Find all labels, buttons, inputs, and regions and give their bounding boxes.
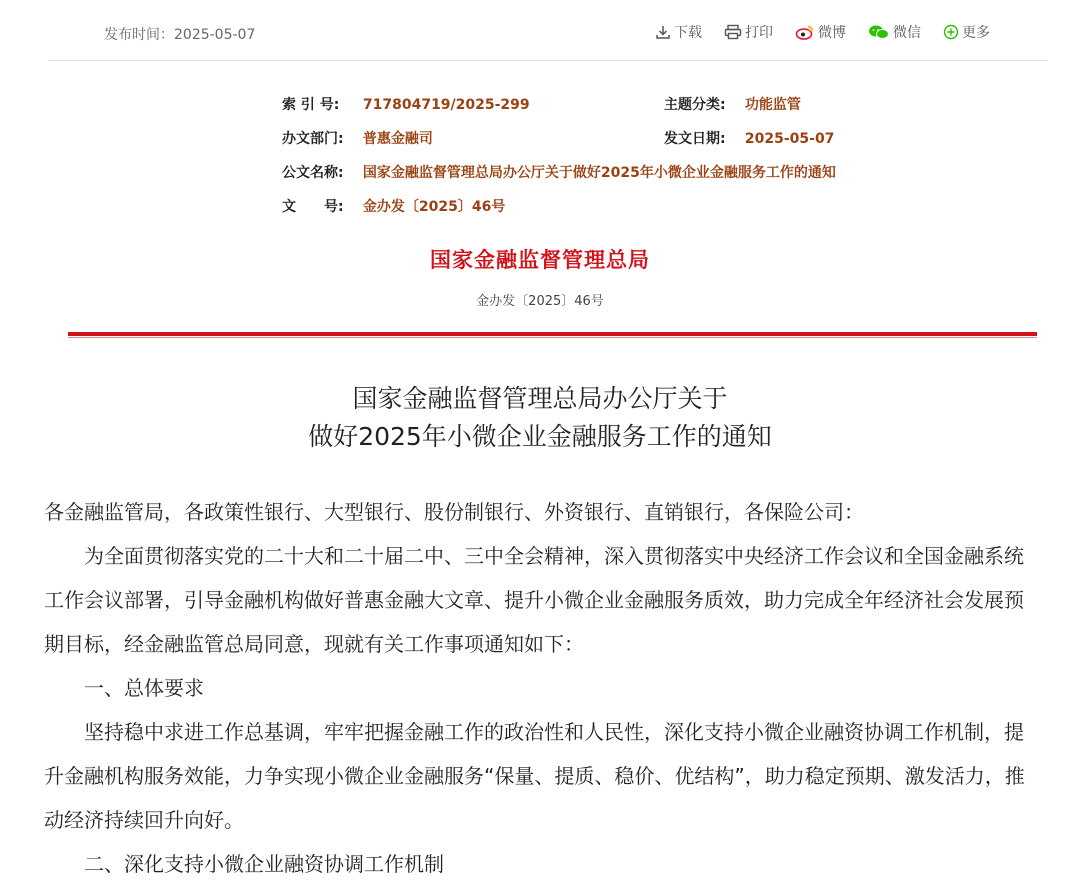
meta-name-label: 公文名称: [282,165,344,181]
meta-topic-value: 功能监管 [744,97,801,113]
plus-circle-icon [943,24,959,40]
weibo-button[interactable] [795,22,846,42]
meta-topic [664,94,801,114]
paragraph-general-requirements: 坚持稳中求进工作总基调，牢牢把握金融工作的政治性和人民性，深化支持小微企业融资协调工作机制，提升金融机构服务效能，力争实现小微企业金融服务“保量、提质、稳价、优结构”，助力稳定预期、激发活力，推动经济持续回升向好。 [44,720,1025,832]
meta-dept-label: 办文部门: [282,131,344,147]
wechat-label: 微信 [893,25,921,41]
more-label: 更多 [962,25,990,41]
publish-date: 发布时间：2025-05-07 [104,27,256,43]
meta-name [282,162,836,182]
weibo-label: 微博 [818,25,846,41]
meta-index [282,94,530,114]
meta-name-value: 国家金融监督管理总局办公厅关于做好2025年小微企业金融服务工作的通知 [362,165,836,181]
weibo-icon [795,24,815,40]
meta-docno-value: 金办发〔2025〕46号 [362,199,506,215]
download-icon [655,24,671,40]
meta-date-label: 发文日期: [664,131,726,147]
meta-topic-label: 主题分类: [664,97,726,113]
top-bar [0,0,1080,62]
red-divider [68,332,1037,336]
meta-index-value: 717804719/2025-299 [362,97,530,113]
download-button[interactable] [655,22,702,42]
print-icon [724,24,742,40]
meta-docno [282,196,505,216]
section-heading-2: 二、深化支持小微企业融资协调工作机制 [84,852,444,876]
document-body [44,490,1034,886]
meta-dept [282,128,433,148]
paragraph-intro: 为全面贯彻落实党的二十大和二十届二中、三中全会精神，深入贯彻落实中央经济工作会议和全国金融系统工作会议部署，引导金融机构做好普惠金融大文章、提升小微企业金融服务质效，助力完成全年经济社会发展预期目标，经金融监管总局同意，现就有关工作事项通知如下： [44,544,1024,656]
document-title [0,380,1080,456]
share-toolbar [655,22,990,42]
print-button[interactable] [724,22,773,42]
title-line-2: 做好2025年小微企业金融服务工作的通知 [308,422,772,451]
meta-date [664,128,834,148]
meta-index-label: 索 引 号: [282,97,340,113]
meta-docno-label: 文 号: [282,199,344,215]
meta-date-value: 2025-05-07 [744,131,835,147]
title-line-1: 国家金融监督管理总局办公厅关于 [352,384,728,413]
red-divider-thin [68,337,1037,338]
recipients: 各金融监管局，各政策性银行、大型银行、股份制银行、外资银行、直销银行，各保险公司： [44,500,864,524]
download-label: 下载 [674,25,702,41]
meta-dept-value: 普惠金融司 [362,131,433,147]
section-heading-1: 一、总体要求 [84,676,204,700]
more-button[interactable] [943,22,990,42]
print-label: 打印 [745,25,773,41]
wechat-icon [868,24,890,40]
wechat-button[interactable] [868,22,921,42]
letterhead-doc-number: 金办发〔2025〕46号 [476,294,604,309]
top-divider [48,60,1048,61]
agency-letterhead: 国家金融监督管理总局 [430,248,650,272]
